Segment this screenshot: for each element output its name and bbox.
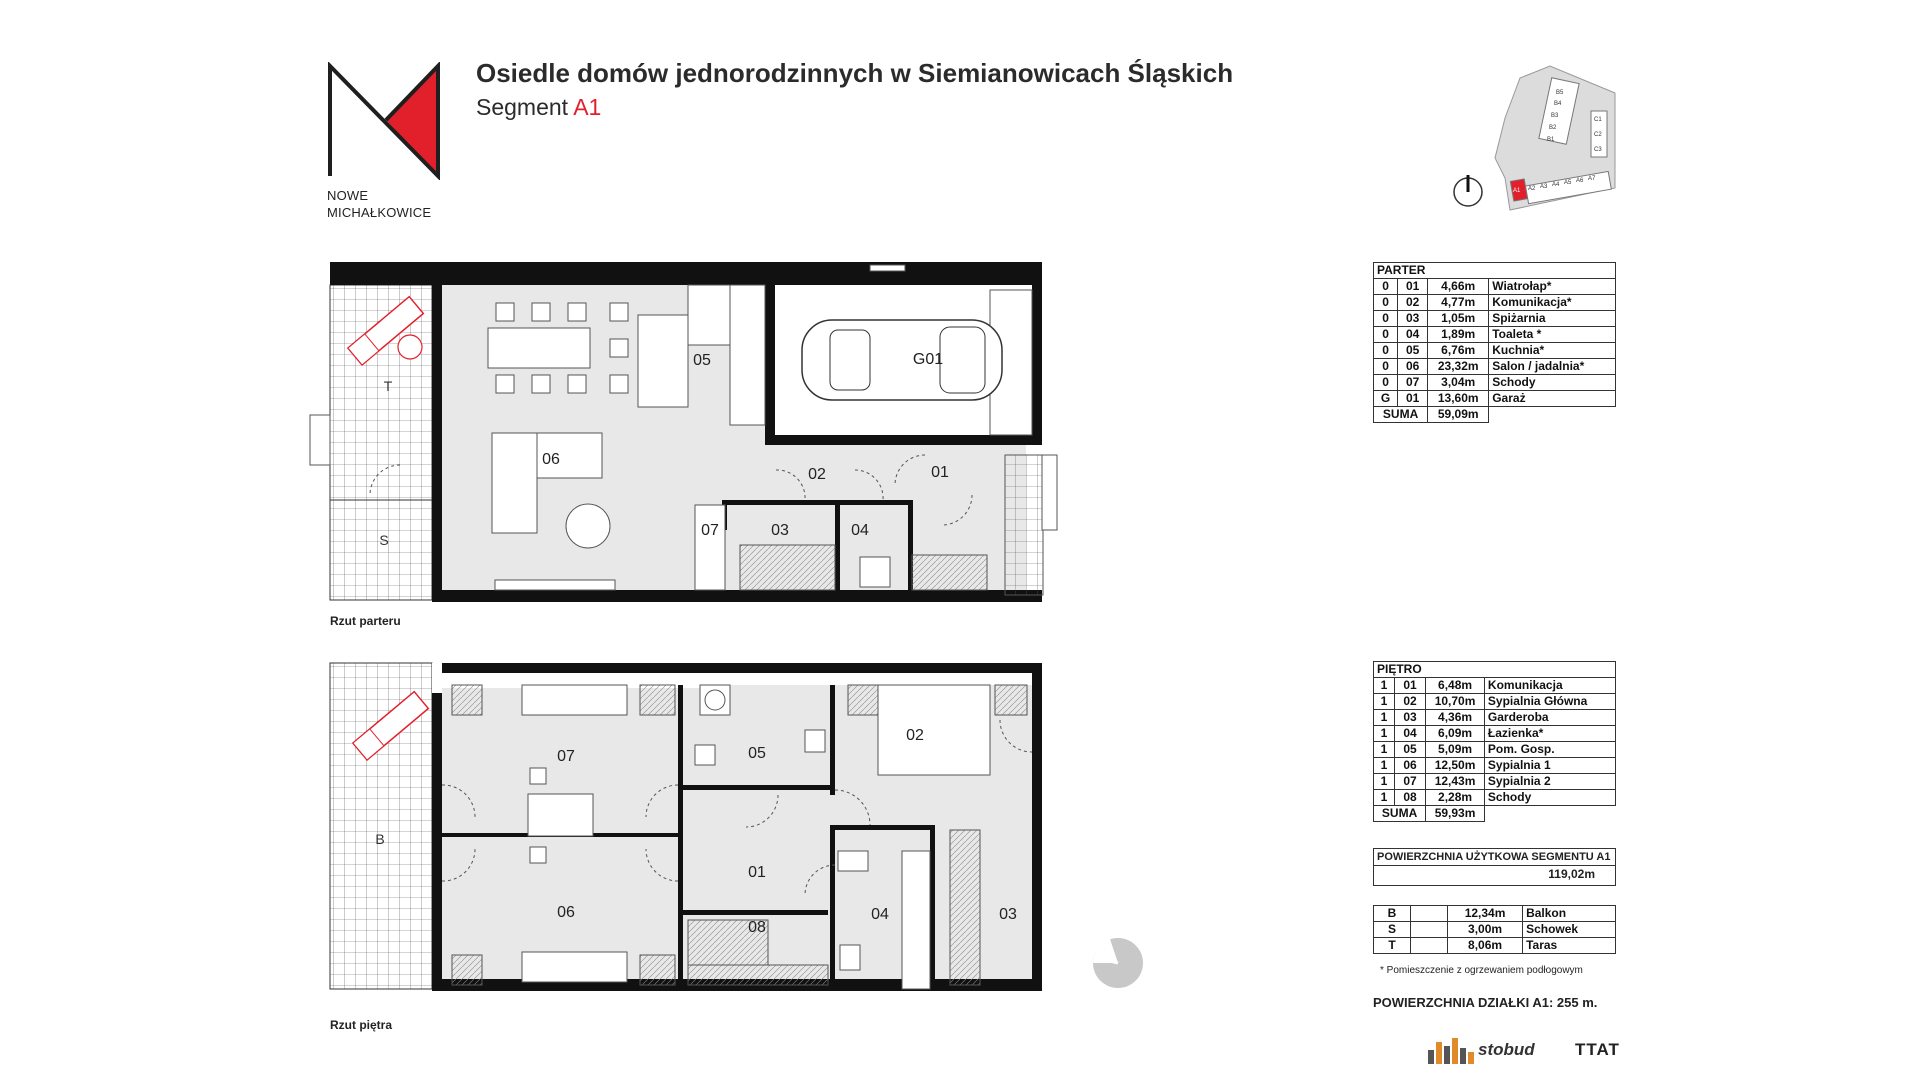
table-row: 0 06 23,32m Salon / jadalnia* bbox=[1374, 359, 1616, 375]
room-label: 07 bbox=[701, 522, 719, 539]
room-label: 07 bbox=[557, 748, 575, 765]
table-row: 0 03 1,05m Spiżarnia bbox=[1374, 311, 1616, 327]
table-row: T 8,06m Taras bbox=[1374, 938, 1616, 954]
segment-code: A1 bbox=[573, 94, 602, 120]
table-row: S 3,00m Schowek bbox=[1374, 922, 1616, 938]
table-row: 1 05 5,09m Pom. Gosp. bbox=[1374, 742, 1616, 758]
room-label: 03 bbox=[771, 522, 789, 539]
site-label: B2 bbox=[1549, 125, 1557, 131]
site-label: B4 bbox=[1554, 101, 1562, 107]
ground-floor-plan bbox=[300, 255, 1080, 610]
room-label: 03 bbox=[999, 906, 1017, 923]
table-row: 0 04 1,89m Toaleta * bbox=[1374, 327, 1616, 343]
upper-floor-plan bbox=[300, 655, 1080, 1000]
brand-line-1: NOWE bbox=[327, 188, 369, 203]
table-row: 0 01 4,66m Wiatrołap* bbox=[1374, 279, 1616, 295]
site-label: B3 bbox=[1551, 113, 1559, 119]
table-row: 1 06 12,50m Sypialnia 1 bbox=[1374, 758, 1616, 774]
site-label: C3 bbox=[1594, 147, 1602, 153]
room-label: 01 bbox=[931, 464, 949, 481]
table-row: 1 04 6,09m Łazienka* bbox=[1374, 726, 1616, 742]
room-label: 02 bbox=[808, 466, 826, 483]
site-label: C1 bbox=[1594, 117, 1602, 123]
usable-area-value: 119,02m bbox=[1548, 867, 1595, 881]
extra-area-table bbox=[1373, 905, 1616, 954]
nowe-michalkowice-logo bbox=[326, 62, 442, 180]
segment-subtitle bbox=[476, 94, 601, 121]
room-label: 06 bbox=[542, 451, 560, 468]
site-label: A5 bbox=[1564, 180, 1572, 186]
room-label: 04 bbox=[871, 906, 889, 923]
site-label: A7 bbox=[1588, 176, 1596, 182]
table-row: 0 05 6,76m Kuchnia* bbox=[1374, 343, 1616, 359]
car-icon bbox=[802, 320, 1002, 400]
table-row: 1 02 10,70m Sypialnia Główna bbox=[1374, 694, 1616, 710]
room-label: 04 bbox=[851, 522, 869, 539]
room-label: 05 bbox=[748, 745, 766, 762]
room-label: S bbox=[379, 532, 389, 548]
site-label: A2 bbox=[1528, 186, 1536, 192]
site-label: A1 bbox=[1513, 188, 1521, 194]
table-row: 1 01 6,48m Komunikacja bbox=[1374, 678, 1616, 694]
parter-area-table bbox=[1373, 262, 1616, 423]
usable-area-label: POWIERZCHNIA UŻYTKOWA SEGMENTU A1 bbox=[1374, 849, 1615, 866]
usable-area-box bbox=[1373, 848, 1616, 886]
table-row: 1 07 12,43m Sypialnia 2 bbox=[1374, 774, 1616, 790]
stobud-skyline-icon bbox=[1426, 1036, 1481, 1064]
table-row: 0 02 4,77m Komunikacja* bbox=[1374, 295, 1616, 311]
table-row: 1 08 2,28m Schody bbox=[1374, 790, 1616, 806]
plot-area: POWIERZCHNIA DZIAŁKI A1: 255 m. bbox=[1373, 995, 1598, 1010]
site-label: C2 bbox=[1594, 132, 1602, 138]
room-label: 08 bbox=[748, 919, 766, 936]
compass-icon bbox=[1090, 935, 1146, 991]
room-label: 06 bbox=[557, 904, 575, 921]
room-label: T bbox=[383, 378, 393, 394]
site-label: A6 bbox=[1576, 178, 1584, 184]
brand-line-2: MICHAŁKOWICE bbox=[327, 205, 432, 220]
footnote: * Pomieszczenie z ogrzewaniem podłogowym bbox=[1380, 965, 1583, 976]
stobud-logo: stobud bbox=[1478, 1040, 1535, 1059]
site-label: B5 bbox=[1556, 90, 1564, 96]
north-arrow-icon bbox=[1454, 175, 1482, 206]
site-label: B1 bbox=[1547, 137, 1555, 143]
table-row: B 12,34m Balkon bbox=[1374, 906, 1616, 922]
storage-area bbox=[330, 500, 432, 600]
page-title: Osiedle domów jednorodzinnych w Siemianowicach Śląskich bbox=[476, 58, 1234, 88]
table-header: PARTER bbox=[1374, 263, 1616, 279]
ground-plan-caption: Rzut parteru bbox=[330, 614, 401, 628]
room-label: G01 bbox=[912, 351, 944, 368]
site-label: A3 bbox=[1540, 184, 1548, 190]
room-label: 02 bbox=[906, 727, 924, 744]
room-label: B bbox=[375, 831, 385, 847]
brand-name bbox=[327, 187, 431, 221]
table-header: PIĘTRO bbox=[1374, 662, 1616, 678]
table-row: 1 03 4,36m Garderoba bbox=[1374, 710, 1616, 726]
table-sum-row: SUMA 59,09m bbox=[1374, 407, 1616, 423]
table-sum-row: SUMA 59,93m bbox=[1374, 806, 1616, 822]
ttat-logo: TTAT bbox=[1575, 1040, 1620, 1059]
segment-prefix: Segment bbox=[476, 94, 569, 120]
upper-plan-caption: Rzut piętra bbox=[330, 1018, 393, 1032]
room-label: 05 bbox=[693, 352, 711, 369]
pietro-area-table bbox=[1373, 661, 1616, 822]
table-row: G 01 13,60m Garaż bbox=[1374, 391, 1616, 407]
room-label: 01 bbox=[748, 864, 766, 881]
site-map bbox=[1450, 58, 1630, 218]
site-label: A4 bbox=[1552, 182, 1560, 188]
table-row: 0 07 3,04m Schody bbox=[1374, 375, 1616, 391]
